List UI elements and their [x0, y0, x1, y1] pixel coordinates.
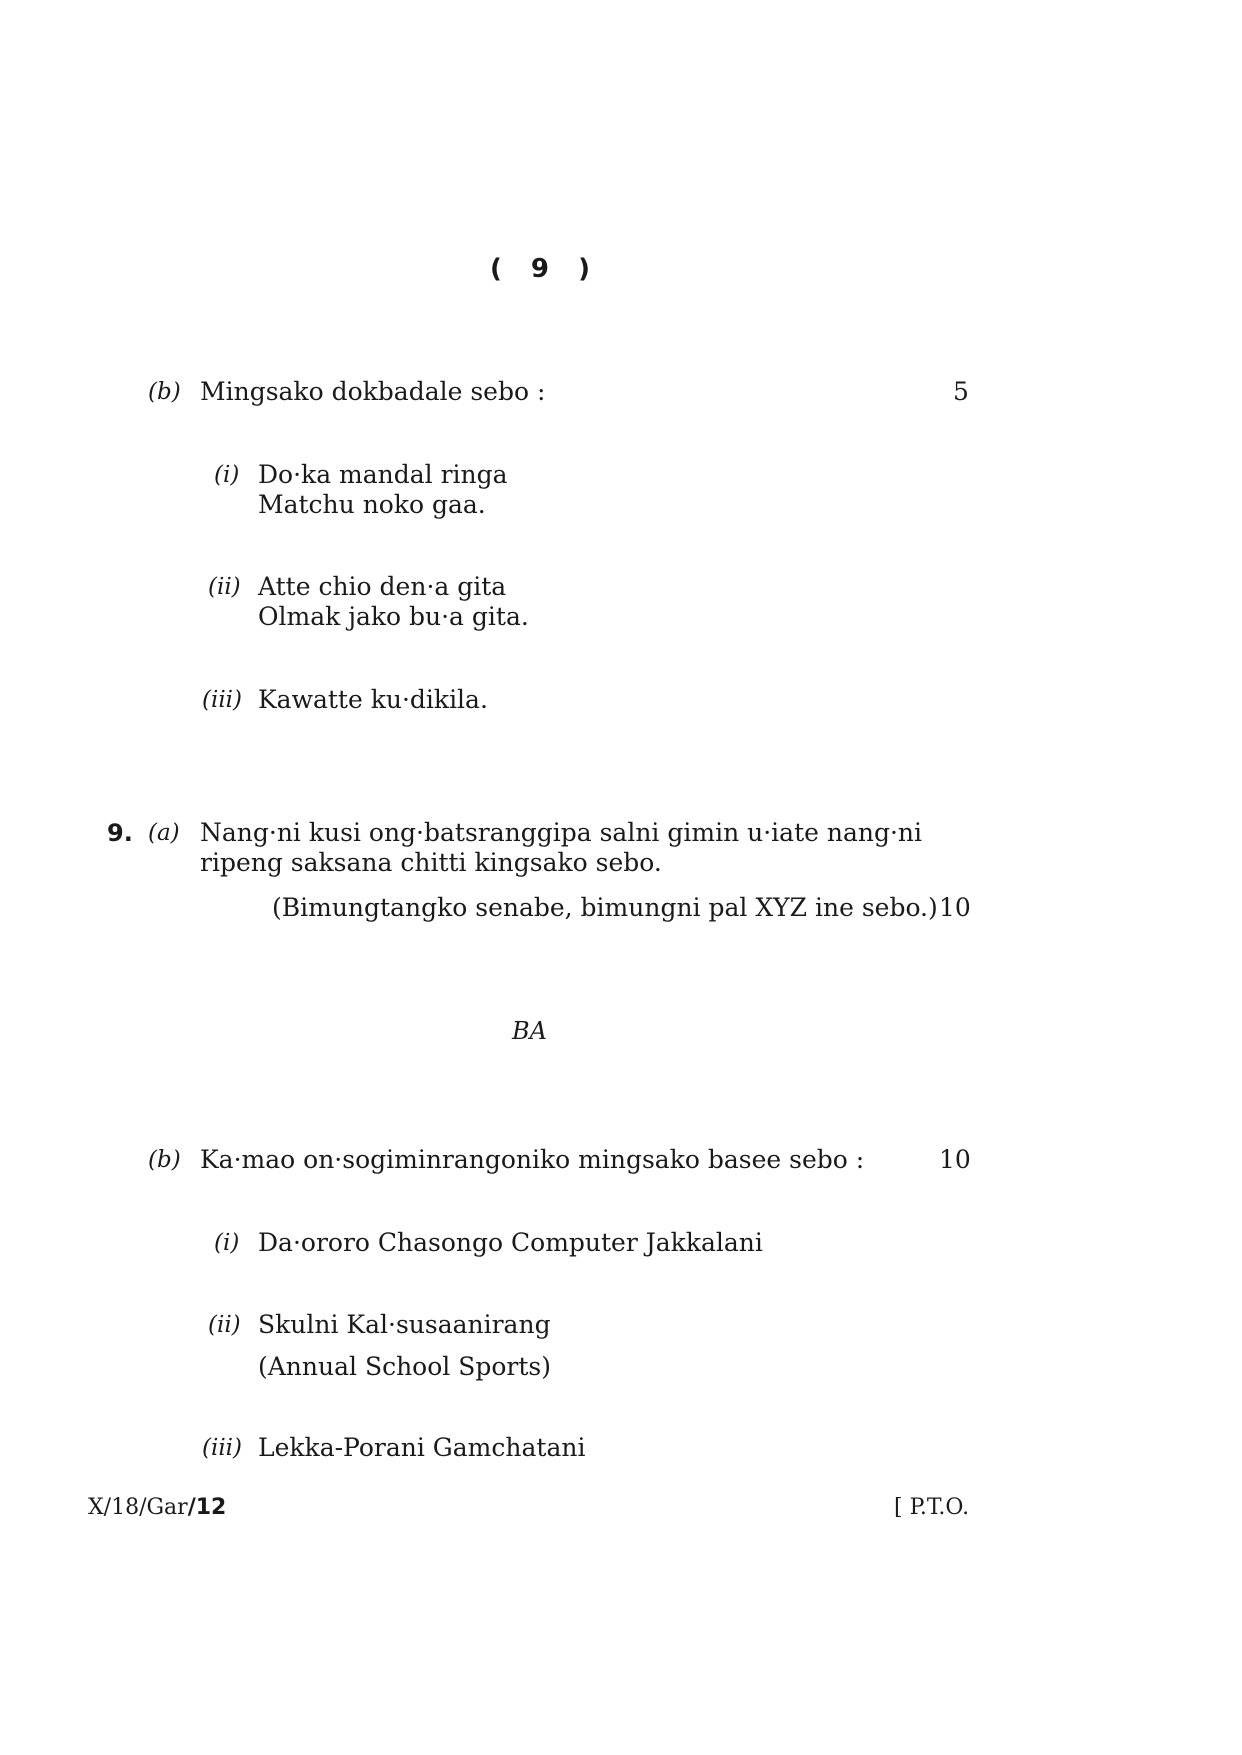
option-line: Atte chio den·a gita	[258, 572, 507, 601]
part-a-marks: 10	[939, 893, 971, 922]
option-line: Do·ka mandal ringa	[258, 460, 508, 489]
page-number: ( 9 )	[490, 254, 600, 284]
option-line: Kawatte ku·dikila.	[258, 685, 488, 714]
part-b-label: (b)	[148, 1147, 181, 1173]
section-8b-prompt: Mingsako dokbadale sebo :	[200, 377, 546, 406]
option-line: Da·ororo Chasongo Computer Jakkalani	[258, 1228, 763, 1257]
option-label: (iii)	[202, 687, 243, 713]
paper-code	[88, 1494, 226, 1522]
question-number: 9.	[107, 819, 133, 847]
option-label: (ii)	[208, 574, 241, 600]
paper-code-prefix: X/18/Gar	[88, 1495, 188, 1520]
option-label: (ii)	[208, 1312, 241, 1338]
option-line: Skulni Kal·susaanirang	[258, 1310, 551, 1339]
option-line: Olmak jako bu·a gita.	[258, 602, 529, 631]
option-line: Lekka-Porani Gamchatani	[258, 1433, 586, 1462]
pto-marker: [ P.T.O.	[894, 1495, 970, 1520]
paper-code-suffix: /12	[187, 1495, 227, 1520]
part-a-label: (a)	[148, 820, 180, 846]
option-label: (i)	[214, 1230, 240, 1256]
option-line: (Annual School Sports)	[258, 1352, 551, 1381]
option-label: (i)	[214, 462, 240, 488]
part-a-note: (Bimungtangko senabe, bimungni pal XYZ ine sebo.)	[272, 893, 938, 922]
or-separator: BA	[512, 1017, 547, 1045]
part-a-line-2: ripeng saksana chitti kingsako sebo.	[200, 848, 662, 877]
part-b-prompt: Ka·mao on·sogiminrangoniko mingsako basee sebo :	[200, 1145, 865, 1174]
option-line: Matchu noko gaa.	[258, 490, 486, 519]
section-8b-label: (b)	[148, 379, 181, 405]
part-a-line-1: Nang·ni kusi ong·batsranggipa salni gimin u·iate nang·ni	[200, 818, 923, 847]
part-b-marks: 10	[939, 1145, 971, 1174]
option-label: (iii)	[202, 1435, 243, 1461]
section-8b-marks: 5	[953, 377, 969, 406]
